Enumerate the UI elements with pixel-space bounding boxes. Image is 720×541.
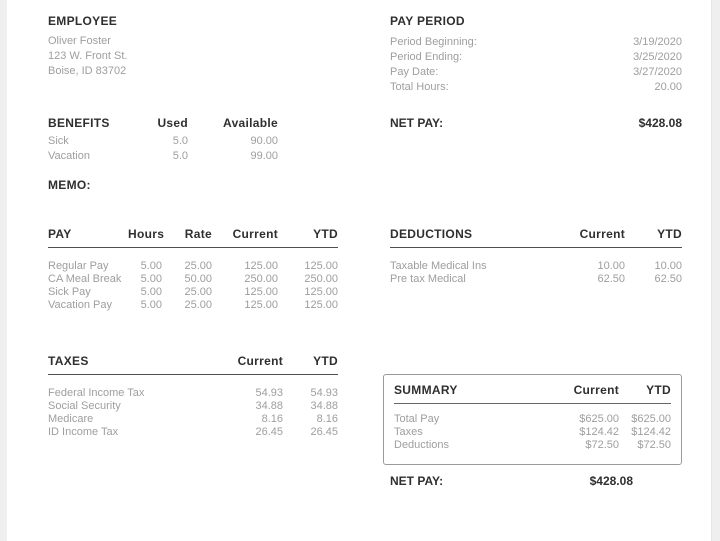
deductions-heading: DEDUCTIONS [390, 227, 473, 241]
memo-label: MEMO: [48, 178, 91, 192]
benefits-row [48, 134, 278, 149]
tax-name: ID Income Tax [48, 426, 119, 438]
benefit-used: 5.0 [172, 150, 188, 162]
summary-name: Deductions [394, 439, 450, 451]
pay-ytd: 250.00 [304, 273, 338, 285]
summary-name: Taxes [394, 426, 423, 438]
deduction-name: Pre tax Medical [390, 273, 466, 285]
benefit-used: 5.0 [172, 135, 188, 147]
tax-row [48, 387, 338, 400]
pay-ytd: 125.00 [304, 260, 338, 272]
pay-hours: 5.00 [140, 286, 162, 298]
pay-row [48, 260, 338, 273]
deductions-table [390, 227, 682, 286]
taxes-col-ytd: YTD [313, 354, 338, 368]
benefits-col-available: Available [223, 116, 278, 130]
pay-period-section [390, 14, 682, 95]
pay-period-label: Period Ending: [390, 51, 463, 63]
pay-period-value: 3/19/2020 [633, 36, 682, 48]
pay-period-label: Period Beginning: [390, 36, 477, 48]
pay-col-current: Current [232, 227, 278, 241]
summary-ytd: $72.50 [637, 439, 671, 451]
tax-name: Social Security [48, 400, 121, 412]
pay-rate: 25.00 [184, 286, 212, 298]
tax-ytd: 54.93 [310, 387, 338, 399]
pay-period-row [390, 65, 682, 80]
pay-period-heading: PAY PERIOD [390, 14, 465, 28]
deductions-header-row [390, 227, 682, 248]
pay-hours: 5.00 [140, 299, 162, 311]
deductions-col-ytd: YTD [657, 227, 682, 241]
pay-current: 125.00 [244, 260, 278, 272]
summary-rows [394, 413, 671, 452]
summary-row [394, 426, 671, 439]
pay-hours: 5.00 [140, 260, 162, 272]
pay-period-value: 3/25/2020 [633, 51, 682, 63]
taxes-header-row [48, 354, 338, 375]
pay-col-hours: Hours [128, 227, 165, 241]
deduction-ytd: 10.00 [654, 260, 682, 272]
benefit-name: Sick [48, 135, 69, 147]
summary-header-row [394, 383, 671, 404]
summary-col-ytd: YTD [646, 383, 671, 397]
summary-current: $72.50 [585, 439, 619, 451]
pay-hours: 5.00 [140, 273, 162, 285]
deduction-current: 10.00 [597, 260, 625, 272]
tax-name: Medicare [48, 413, 94, 425]
taxes-heading: TAXES [48, 354, 89, 368]
taxes-col-current: Current [237, 354, 283, 368]
pay-period-row [390, 80, 682, 95]
net-pay-top [390, 116, 682, 130]
pay-period-label: Total Hours: [390, 81, 449, 93]
pay-ytd: 125.00 [304, 299, 338, 311]
benefit-available: 90.00 [250, 135, 278, 147]
benefits-header-row [48, 116, 278, 130]
pay-period-value: 3/27/2020 [633, 66, 682, 78]
tax-name: Federal Income Tax [48, 387, 145, 399]
pay-period-value: 20.00 [654, 81, 682, 93]
summary-box [383, 374, 682, 465]
pay-current: 125.00 [244, 286, 278, 298]
summary-ytd: $124.42 [631, 426, 671, 438]
pay-row [48, 273, 338, 286]
tax-ytd: 8.16 [316, 413, 338, 425]
employee-section [48, 14, 288, 79]
pay-ytd: 125.00 [304, 286, 338, 298]
summary-col-current: Current [573, 383, 619, 397]
pay-current: 125.00 [244, 299, 278, 311]
pay-col-rate: Rate [184, 227, 212, 241]
pay-rate: 25.00 [184, 260, 212, 272]
tax-row [48, 400, 338, 413]
pay-table-rows [48, 260, 338, 312]
summary-row [394, 413, 671, 426]
tax-ytd: 34.88 [310, 400, 338, 412]
pay-period-row [390, 50, 682, 65]
pay-name: Regular Pay [48, 260, 109, 272]
pay-name: Sick Pay [48, 286, 91, 298]
employee-address-line1: 123 W. Front St. [48, 50, 128, 62]
deduction-ytd: 62.50 [654, 273, 682, 285]
pay-current: 250.00 [244, 273, 278, 285]
employee-address-line2: Boise, ID 83702 [48, 65, 127, 77]
pay-period-label: Pay Date: [390, 66, 439, 78]
employee-name: Oliver Foster [48, 35, 111, 47]
pay-row [48, 299, 338, 312]
pay-col-ytd: YTD [313, 227, 338, 241]
summary-row [394, 439, 671, 452]
deduction-row [390, 273, 682, 286]
tax-current: 54.93 [255, 387, 283, 399]
pay-row [48, 286, 338, 299]
benefits-heading: BENEFITS [48, 116, 110, 130]
tax-row [48, 413, 338, 426]
summary-current: $625.00 [579, 413, 619, 425]
benefits-section [48, 116, 278, 164]
tax-current: 26.45 [255, 426, 283, 438]
summary-name: Total Pay [394, 413, 440, 425]
pay-heading: PAY [48, 227, 72, 241]
net-pay-bottom [390, 474, 633, 488]
benefit-name: Vacation [48, 150, 90, 162]
pay-period-row [390, 35, 682, 50]
net-pay-top-value: $428.08 [638, 116, 682, 130]
taxes-rows [48, 387, 338, 439]
benefit-available: 99.00 [250, 150, 278, 162]
benefits-row [48, 149, 278, 164]
deduction-row [390, 260, 682, 273]
deduction-name: Taxable Medical Ins [390, 260, 487, 272]
summary-current: $124.42 [579, 426, 619, 438]
tax-row [48, 426, 338, 439]
pay-rate: 25.00 [184, 299, 212, 311]
benefits-col-used: Used [157, 116, 188, 130]
tax-ytd: 26.45 [310, 426, 338, 438]
tax-current: 34.88 [255, 400, 283, 412]
deductions-rows [390, 260, 682, 286]
net-pay-bottom-value: $428.08 [589, 474, 633, 488]
pay-rate: 50.00 [184, 273, 212, 285]
taxes-table [48, 354, 338, 439]
summary-ytd: $625.00 [631, 413, 671, 425]
deduction-current: 62.50 [597, 273, 625, 285]
pay-table-header-row [48, 227, 338, 248]
pay-name: Vacation Pay [48, 299, 113, 311]
summary-heading: SUMMARY [394, 383, 458, 397]
employee-heading: EMPLOYEE [48, 14, 118, 28]
deductions-col-current: Current [579, 227, 625, 241]
pay-table [48, 227, 338, 312]
tax-current: 8.16 [261, 413, 283, 425]
net-pay-top-label: NET PAY: [390, 116, 444, 130]
pay-name: CA Meal Break [48, 273, 122, 285]
net-pay-bottom-label: NET PAY: [390, 474, 444, 488]
